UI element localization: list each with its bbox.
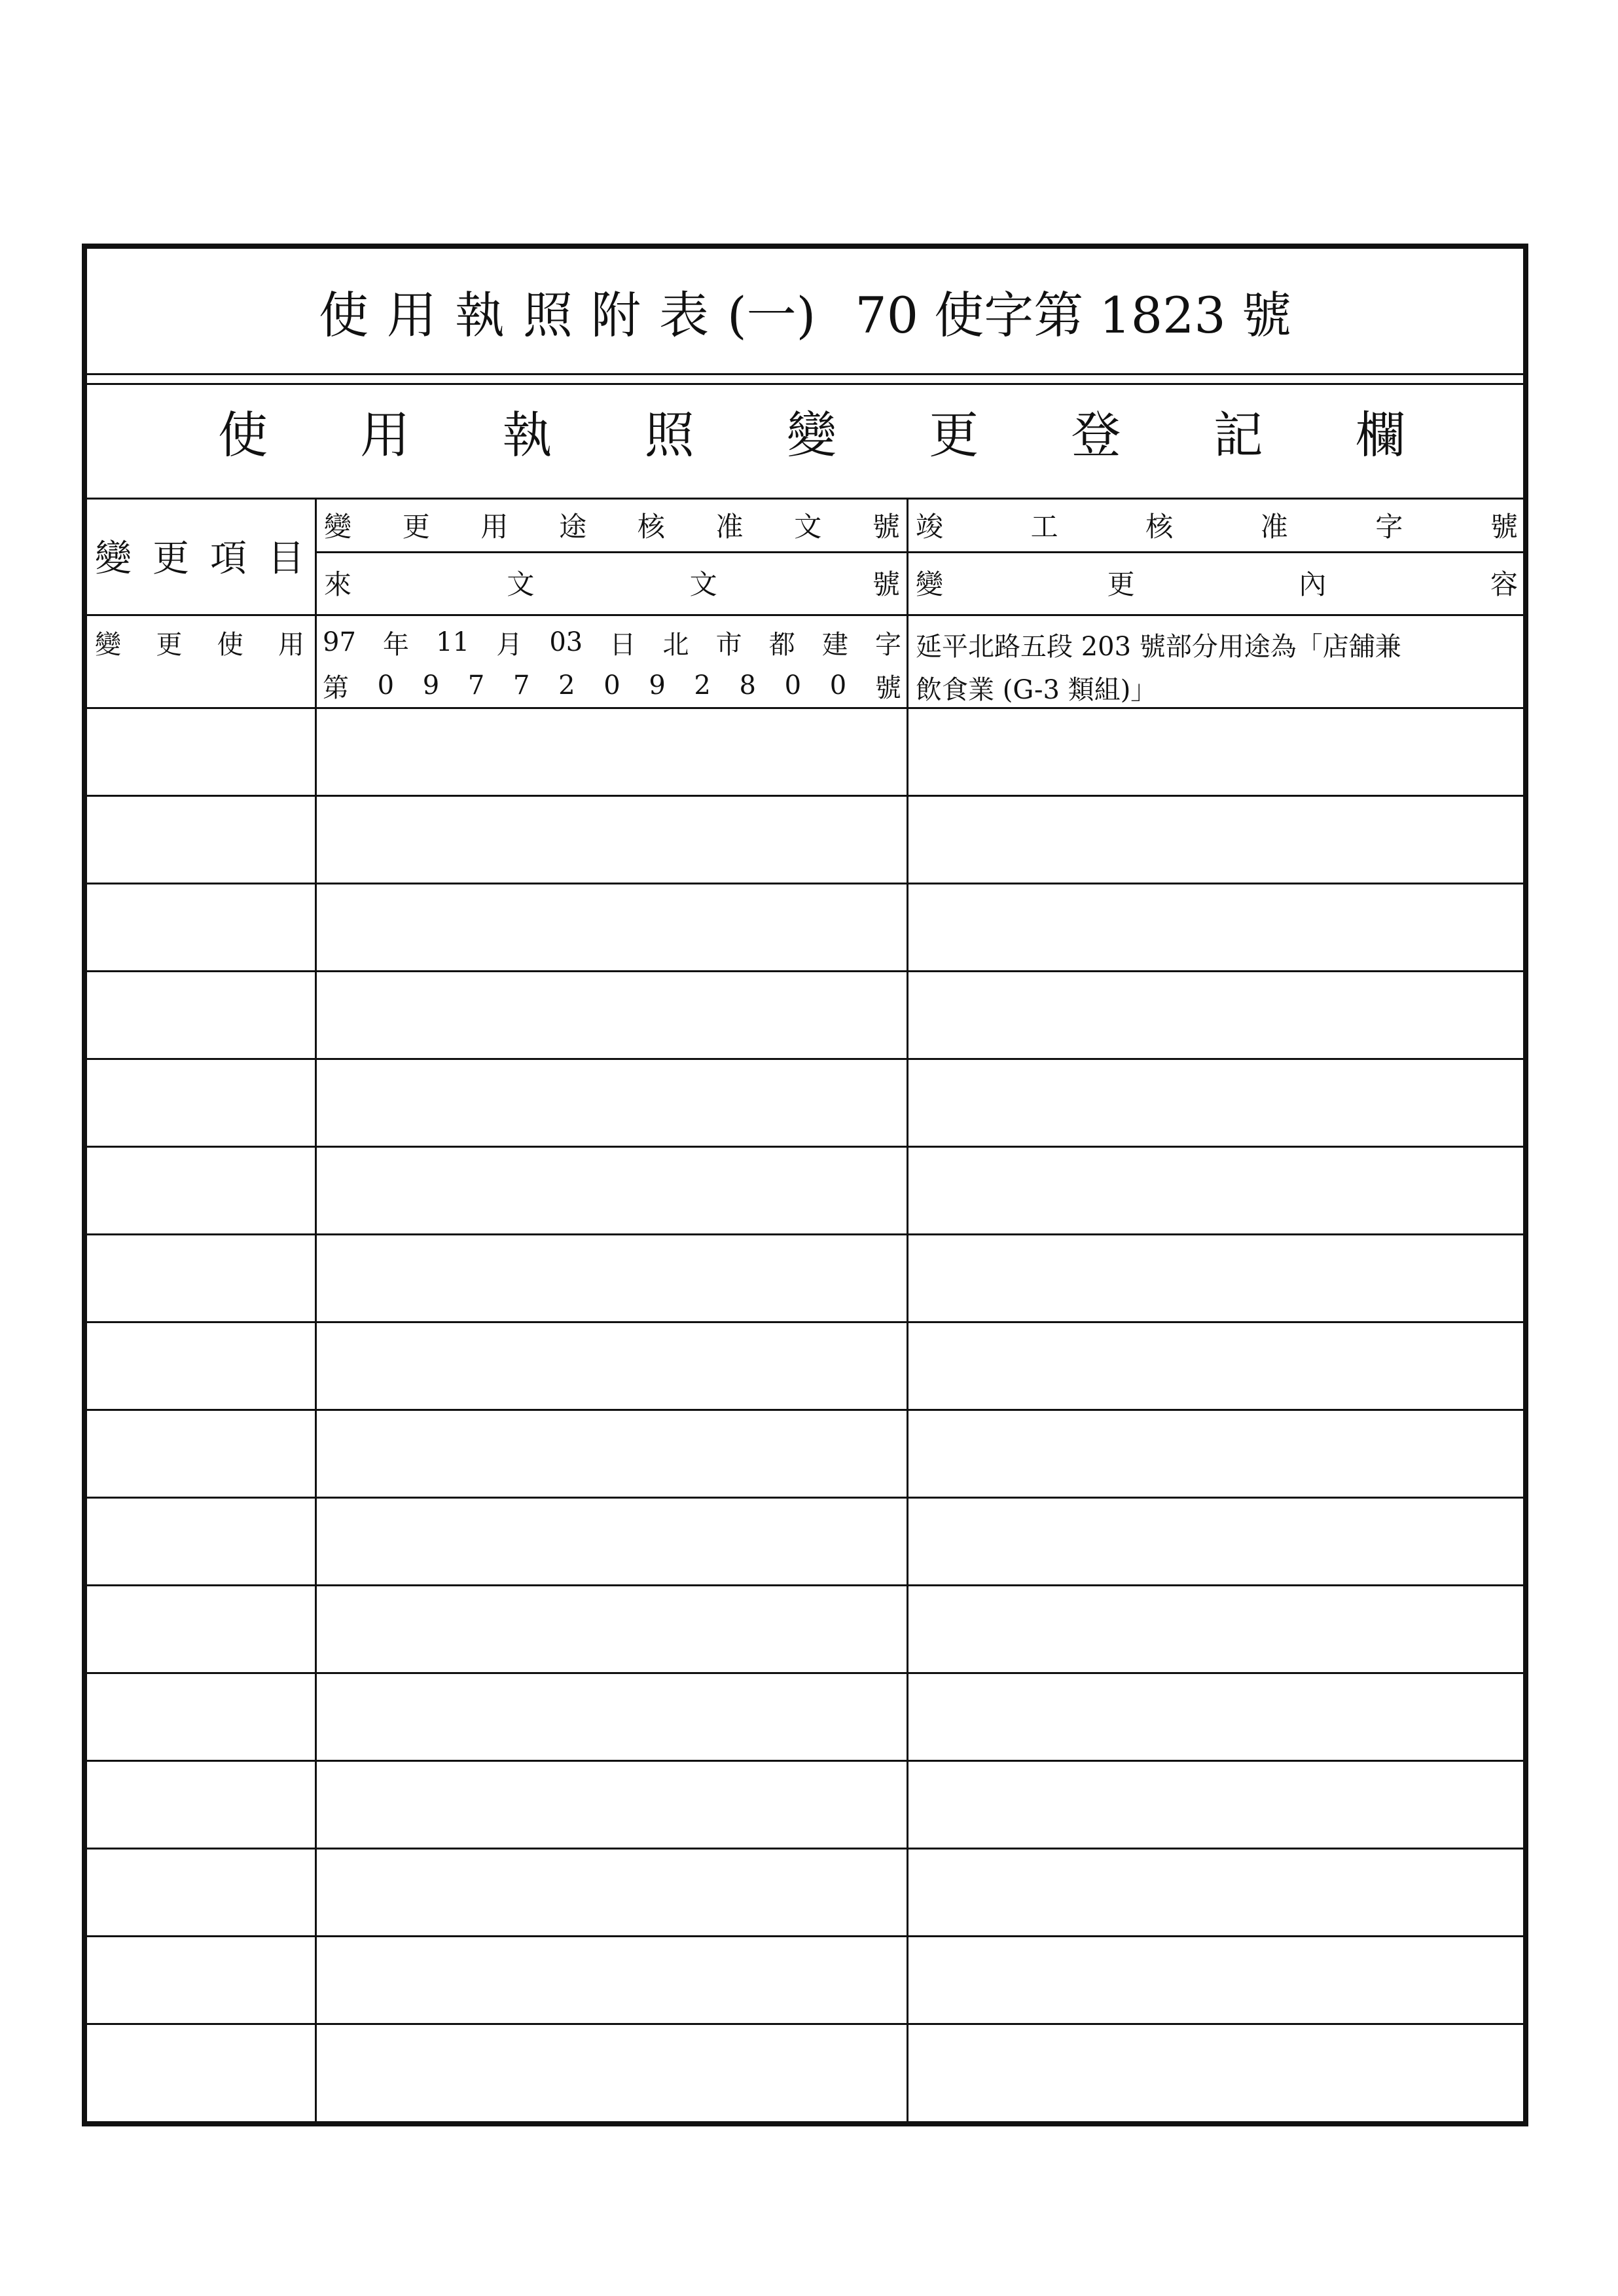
doc-token: 0 [603,670,620,701]
title-char: 照 [523,285,573,344]
row-divider [87,1146,1523,1148]
row-divider [87,1584,1523,1586]
header-char: 更 [1107,568,1135,600]
row-divider [87,707,1523,709]
header-char: 更 [402,511,430,543]
header-char: 項 [210,538,247,580]
header-char: 變 [324,511,352,543]
license-attachment-table [82,244,1528,2126]
doc-token: 都 [768,629,795,660]
doc-token: 0 [784,670,802,701]
row-divider [87,1321,1523,1323]
title-char: 附 [591,285,641,344]
header-char: 號 [1490,511,1518,543]
row-item-char: 變 [95,629,121,660]
title-char: 執 [455,285,505,344]
title-char: 用 [387,285,437,344]
row-item-char: 使 [217,629,243,660]
section-header-char: 變 [787,405,836,464]
row-item-char: 用 [278,629,304,660]
doc-token: 建 [821,629,848,660]
header-char: 准 [715,511,744,543]
header-char: 目 [268,538,304,580]
header-char: 變 [95,538,132,580]
header-char: 更 [153,538,189,580]
doc-token: 11 [436,627,470,657]
header-char: 文 [507,568,535,600]
header-char: 容 [1490,568,1518,600]
section-header-char: 使 [218,405,268,464]
row-item-char: 更 [156,629,183,660]
doc-token: 第 [323,672,349,703]
header-char: 用 [480,511,509,543]
header-char: 核 [1145,511,1174,543]
column-header-incoming-doc [324,556,900,609]
row-divider [87,1760,1523,1762]
row-divider [87,883,1523,884]
doc-token: 北 [662,629,689,660]
header-char: 字 [1375,511,1403,543]
doc-token: 9 [422,670,440,701]
column-divider [315,498,317,2121]
header-char: 途 [559,511,587,543]
doc-token: 市 [715,629,742,660]
doc-token: 日 [609,629,636,660]
doc-token: 97 [323,627,356,657]
section-header-char: 更 [929,405,979,464]
column-header-change-content [916,556,1518,609]
column-divider [907,498,908,2121]
doc-token: 2 [558,670,575,701]
doc-token: 2 [694,670,711,701]
row-divider [87,1935,1523,1937]
section-header-char: 欄 [1356,405,1405,464]
header-char: 文 [794,511,822,543]
row-divider [87,2023,1523,2025]
row-divider [87,1848,1523,1850]
title-label [319,276,816,347]
row-divider [87,1233,1523,1235]
column-header-completion [916,501,1518,549]
divider [87,373,1523,375]
column-header-item [95,498,304,614]
row-divider [87,1058,1523,1060]
doc-token: 年 [383,629,410,660]
header-subdivider [315,551,1523,553]
row-doc-line2 [323,663,901,708]
section-header-char: 照 [644,405,694,464]
header-char: 工 [1030,511,1058,543]
header-char: 竣 [916,511,944,543]
doc-token: 03 [549,627,583,657]
doc-token: 8 [739,670,756,701]
column-header-approval-doc [324,501,900,549]
title-char: (一) [727,285,816,344]
section-header-char: 登 [1071,405,1121,464]
header-char: 准 [1260,511,1288,543]
row-divider [87,1497,1523,1499]
divider [87,614,1523,616]
header-char: 內 [1299,568,1327,600]
header-char: 號 [872,568,900,600]
title-char: 使 [319,285,369,344]
doc-token: 7 [512,670,530,701]
header-char: 號 [872,511,900,543]
doc-token: 號 [874,672,901,703]
section-header-char: 執 [502,405,552,464]
doc-token: 月 [496,629,523,660]
row-divider [87,1672,1523,1674]
table-title [87,249,1523,373]
header-char: 核 [637,511,665,543]
license-number: 70 使字第 1823 號 [855,285,1291,344]
row-divider [87,1409,1523,1411]
row-content-line2: 飲食業 (G-3 類組)」 [916,675,1157,705]
section-header-char: 用 [360,405,410,464]
doc-token: 字 [874,629,901,660]
section-header [218,385,1405,477]
header-char: 來 [324,568,352,600]
header-char: 文 [689,568,717,600]
doc-token: 0 [829,670,847,701]
title-char: 表 [659,285,710,344]
doc-token: 7 [467,670,485,701]
doc-token: 9 [649,670,666,701]
row-divider [87,795,1523,797]
section-header-char: 記 [1213,405,1263,464]
row-doc-line1 [323,619,901,665]
row-item [95,619,304,665]
doc-token: 0 [377,670,395,701]
row-divider [87,970,1523,972]
header-char: 變 [916,568,944,600]
row-content-line1: 延平北路五段 203 號部分用途為「店舖兼 [916,632,1401,662]
